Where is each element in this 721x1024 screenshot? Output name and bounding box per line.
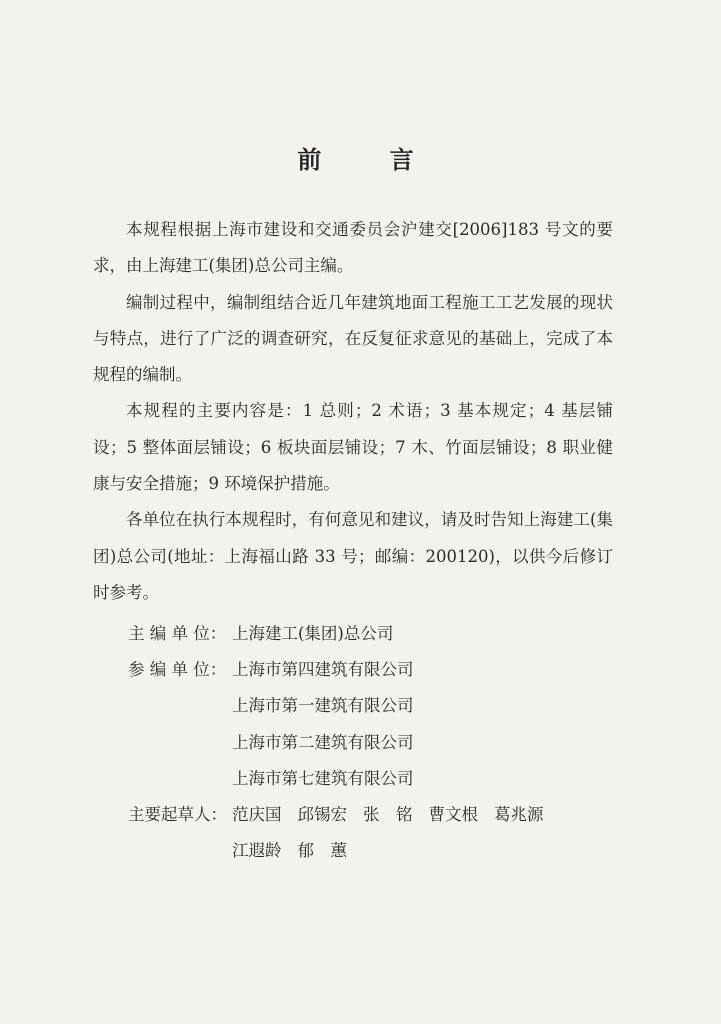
credits-block: [128, 616, 628, 869]
editor-line: [128, 616, 628, 652]
drafters-continued: [128, 833, 628, 869]
preface-paragraph-4: 各单位在执行本规程时，有何意见和建议，请及时告知上海建工(集团)总公司(地址：上海福山路 33 号；邮编：200120)，以供今后修订时参考。: [93, 510, 613, 602]
editor-value: 上海建工(集团)总公司: [232, 624, 394, 643]
page-title: 前 言: [297, 145, 444, 174]
drafter-name: 葛兆源: [494, 804, 544, 824]
drafter-name: 范庆国: [232, 804, 282, 824]
drafter-name: 曹文根: [428, 804, 478, 824]
editor-label: 主 编 单 位：: [128, 624, 227, 643]
participant-unit: 上海市第四建筑有限公司: [232, 660, 414, 680]
drafter-name: 邱锡宏: [297, 804, 347, 824]
preface-paragraph-2: 编制过程中，编制组结合近几年建筑地面工程施工工艺发展的现状与特点，进行了广泛的调查研究，在反复征求意见的基础上，完成了本规程的编制。: [93, 292, 613, 385]
drafter-name: 张 铭: [363, 804, 413, 824]
participants-line: [128, 652, 628, 688]
drafters-line: [128, 797, 628, 833]
preface-paragraph-3: 本规程的主要内容是：1 总则；2 术语；3 基本规定；4 基层铺设；5 整体面层铺设；6 板块面层铺设；7 木、竹面层铺设；8 职业健康与安全措施；9 环境保护措施。: [93, 401, 613, 494]
participant-unit: 上海市第七建筑有限公司: [232, 768, 414, 788]
participant-unit: 上海市第一建筑有限公司: [232, 696, 414, 716]
participant-unit: 上海市第二建筑有限公司: [232, 732, 414, 752]
preface-body: [93, 212, 613, 611]
drafter-name: 江遐龄: [232, 841, 282, 861]
drafters-label: 主要起草人：: [128, 804, 227, 824]
preface-paragraph-1: 本规程根据上海市建设和交通委员会沪建交[2006]183 号文的要求，由上海建工(集团)总公司主编。: [93, 220, 613, 276]
drafter-name: 郁 蕙: [297, 841, 347, 861]
participants-label: 参 编 单 位：: [128, 660, 227, 680]
